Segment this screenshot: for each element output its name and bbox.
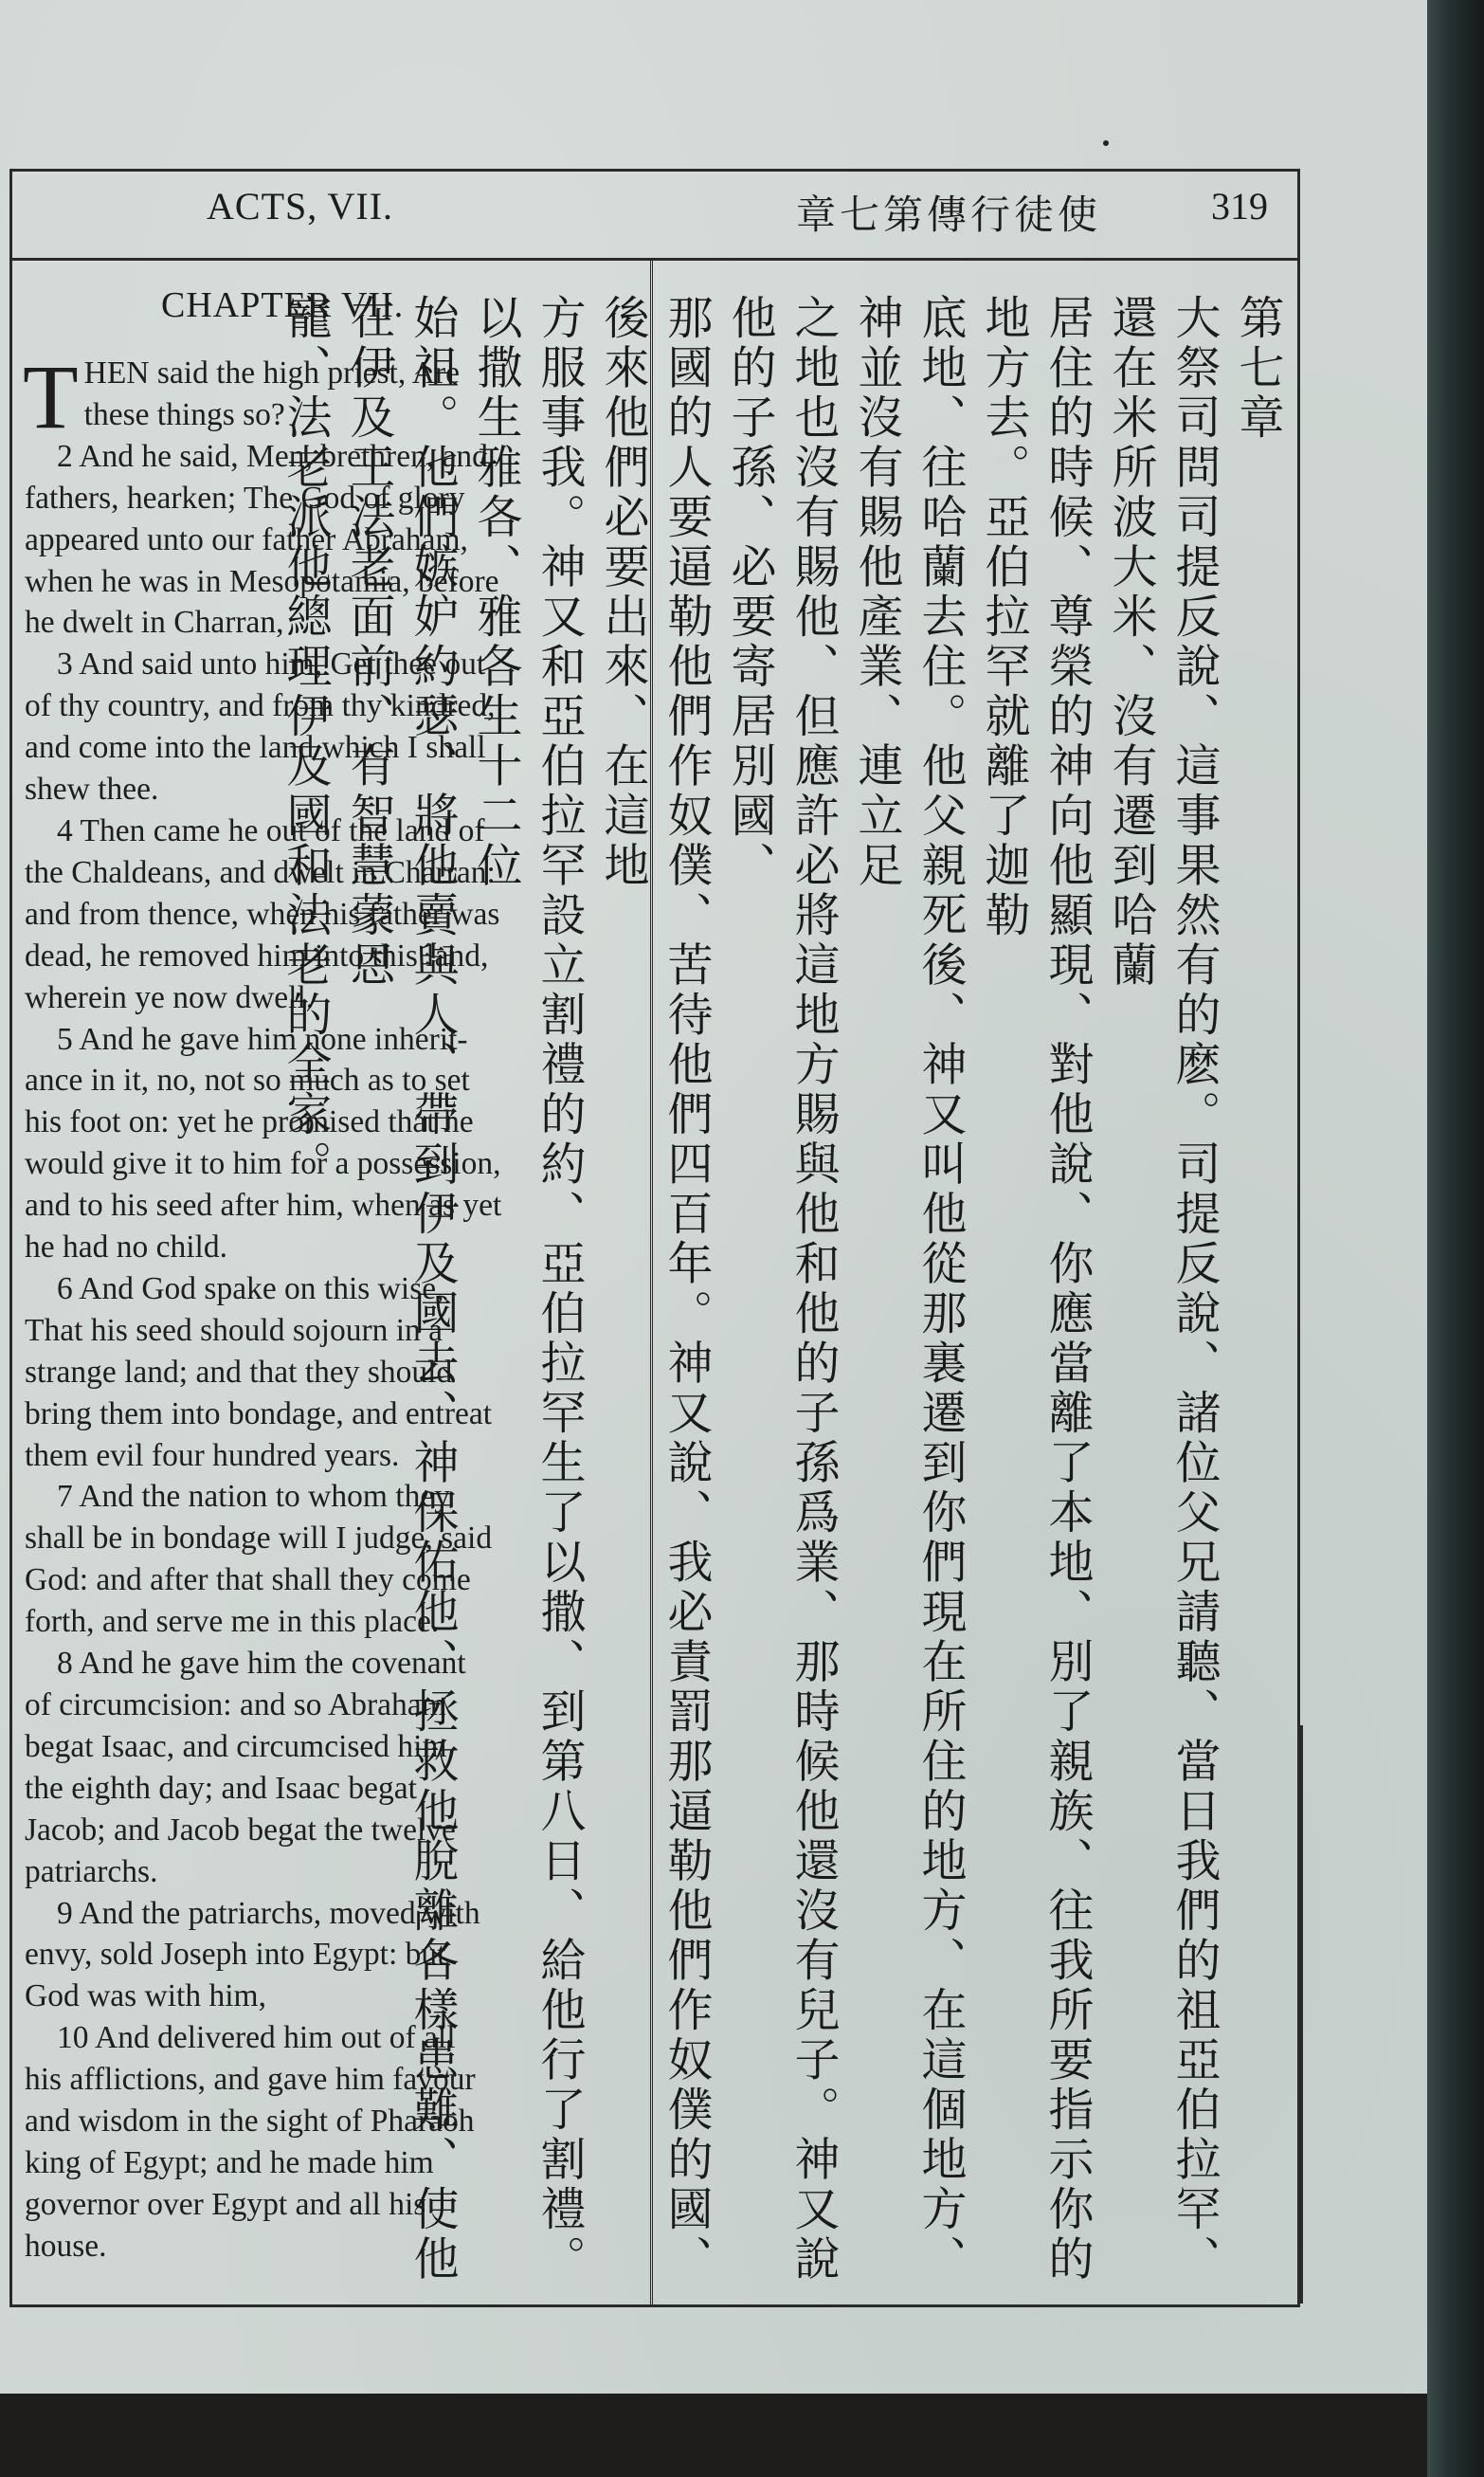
chinese-text-line: 始祖。他們嫉妒約瑟、將他賣與人、帶到伊及國去、神保佑他、拯救他脫離各樣患難、使他在伊及王法老面前、有智慧蒙恩 [342,294,459,2285]
verse-line: when he was in Mesopotamia, before [25,563,499,599]
verse-line: governor over Egypt and all his [25,2186,426,2222]
verse-line: Jacob; and Jacob begat the twelve [25,1812,456,1848]
running-header-chinese: 章七第傳行徒使 [796,191,1102,238]
verse-line: of circumcision: and so Abraham [25,1687,446,1722]
verse-line: 9 And the patriarchs, moved with [57,1895,480,1931]
verse-line: he dwelt in Charran, [25,605,284,641]
verse-line: and to his seed after him, when as yet [25,1188,502,1224]
chinese-text-line: 之地也沒有賜他、但應許必將這地方賜與他和他的子孫爲業、那時候他還沒有兒子。神又說他的子孫、必要寄居別國、 [723,294,840,2285]
chinese-text-line: 居住的時候、尊榮的神向他顯現、對他說、你應當離了本地、別了親族、往我所要指示你的地方去。亞伯拉罕就離了迦勒 [977,294,1094,2285]
verse-line: his foot on: yet he promised that he [25,1104,474,1140]
book-binding-edge [1427,0,1484,2477]
verse-line: dead, he removed him into this land, [25,938,489,974]
verse-line: shew thee. [25,772,159,808]
verse-line: That his seed should sojourn in a [25,1312,443,1348]
drop-cap: T [23,346,79,447]
verse-line: 3 And said unto him, Get thee out [57,647,486,683]
chinese-text-column [279,294,1289,2285]
verse-line: he had no child. [25,1229,227,1266]
verse-line: 4 Then came he out of the land of [57,812,485,848]
verse-line: ance in it, no, not so much as to set [25,1063,470,1099]
verse-line: patriarchs. [25,1853,158,1889]
verse-line: the Chaldeans, and dwelt in Charran: [25,854,496,890]
header-rule [9,258,1300,261]
chinese-text-line: 那國的人要逼勒他們作奴僕、苦待他們四百年。神又說、我必責罰那逼勒他們作奴僕的國、後來他們必要出來、在這地 [596,294,713,2285]
chinese-text-line: 寵、法老派他總理伊及國和法老的全家。 [279,294,332,1190]
verse-line: 10 And delivered him out of all [57,2020,456,2056]
verse-line: wherein ye now dwell. [25,979,315,1015]
verse-line: king of Egypt; and he made him [25,2144,434,2180]
chinese-text-line: 底地、往哈蘭去住。他父親死後、神又叫他從那裏遷到你們現在所住的地方、在這個地方、神並沒有賜他產業、連立足 [850,294,967,2285]
verse-line: begat Isaac, and circumcised him [25,1728,447,1764]
verse-line: forth, and serve me in this place. [25,1604,440,1640]
verse-line: appeared unto our father Abraham, [25,521,468,557]
verse-line: bring them into bondage, and entreat [25,1395,493,1431]
print-speck [1103,140,1109,146]
verse-line: the eighth day; and Isaac begat [25,1770,417,1806]
chinese-chapter-heading: 第七章 [1231,294,1284,444]
chinese-text-line: 方服事我。神又和亞伯拉罕設立割禮的約、亞伯拉罕生了以撒、到第八日、給他行了割禮。以撒生雅各、雅各生十二位 [469,294,586,2285]
verse-line: strange land; and that they should [25,1354,453,1390]
verse-line: shall be in bondage will I judge, said [25,1521,493,1557]
verse-line: God was with him, [25,1978,266,2014]
verse-line: 8 And he gave him the covenant [57,1646,466,1682]
verse-line: 7 And the nation to whom they [57,1479,450,1515]
verse-line: them evil four hundred years. [25,1437,400,1473]
verse-line: his afflictions, and gave him favour [25,2062,476,2098]
verse-line: God: and after that shall they come [25,1562,471,1598]
verse-line: of thy country, and from thy kindred, [25,688,496,724]
verse-line: and come into the land which I shall [25,730,486,766]
verse-line: would give it to him for a possession, [25,1146,501,1182]
verse-line: and wisdom in the sight of Pharaoh [25,2104,475,2140]
verse-line: 6 And God spake on this wise, [57,1270,444,1306]
verse-line: envy, sold Joseph into Egypt: but [25,1937,446,1973]
verse-line: house. [25,2228,107,2264]
margin-rule [1300,1725,1303,2304]
verse-line: 2 And he said, Men, brethren, and [57,438,488,474]
verse-line: and from thence, when his father was [25,896,500,932]
page-number: 319 [1211,185,1268,228]
verse-line: HEN said the high priest, Are [83,355,460,391]
verse-line: 5 And he gave him none inherit- [57,1021,468,1057]
verse-line: fathers, hearken; The God of glory [25,480,465,516]
chinese-text-line: 大祭司問司提反說、這事果然有的麽。司提反說、諸位父兄請聽、當日我們的祖亞伯拉罕、還在米所波大米、沒有遷到哈蘭 [1104,294,1221,2285]
chapter-title: CHAPTER VII. [161,285,405,325]
verse-line: these things so? [83,396,285,432]
running-header-english: ACTS, VII. [207,185,394,228]
